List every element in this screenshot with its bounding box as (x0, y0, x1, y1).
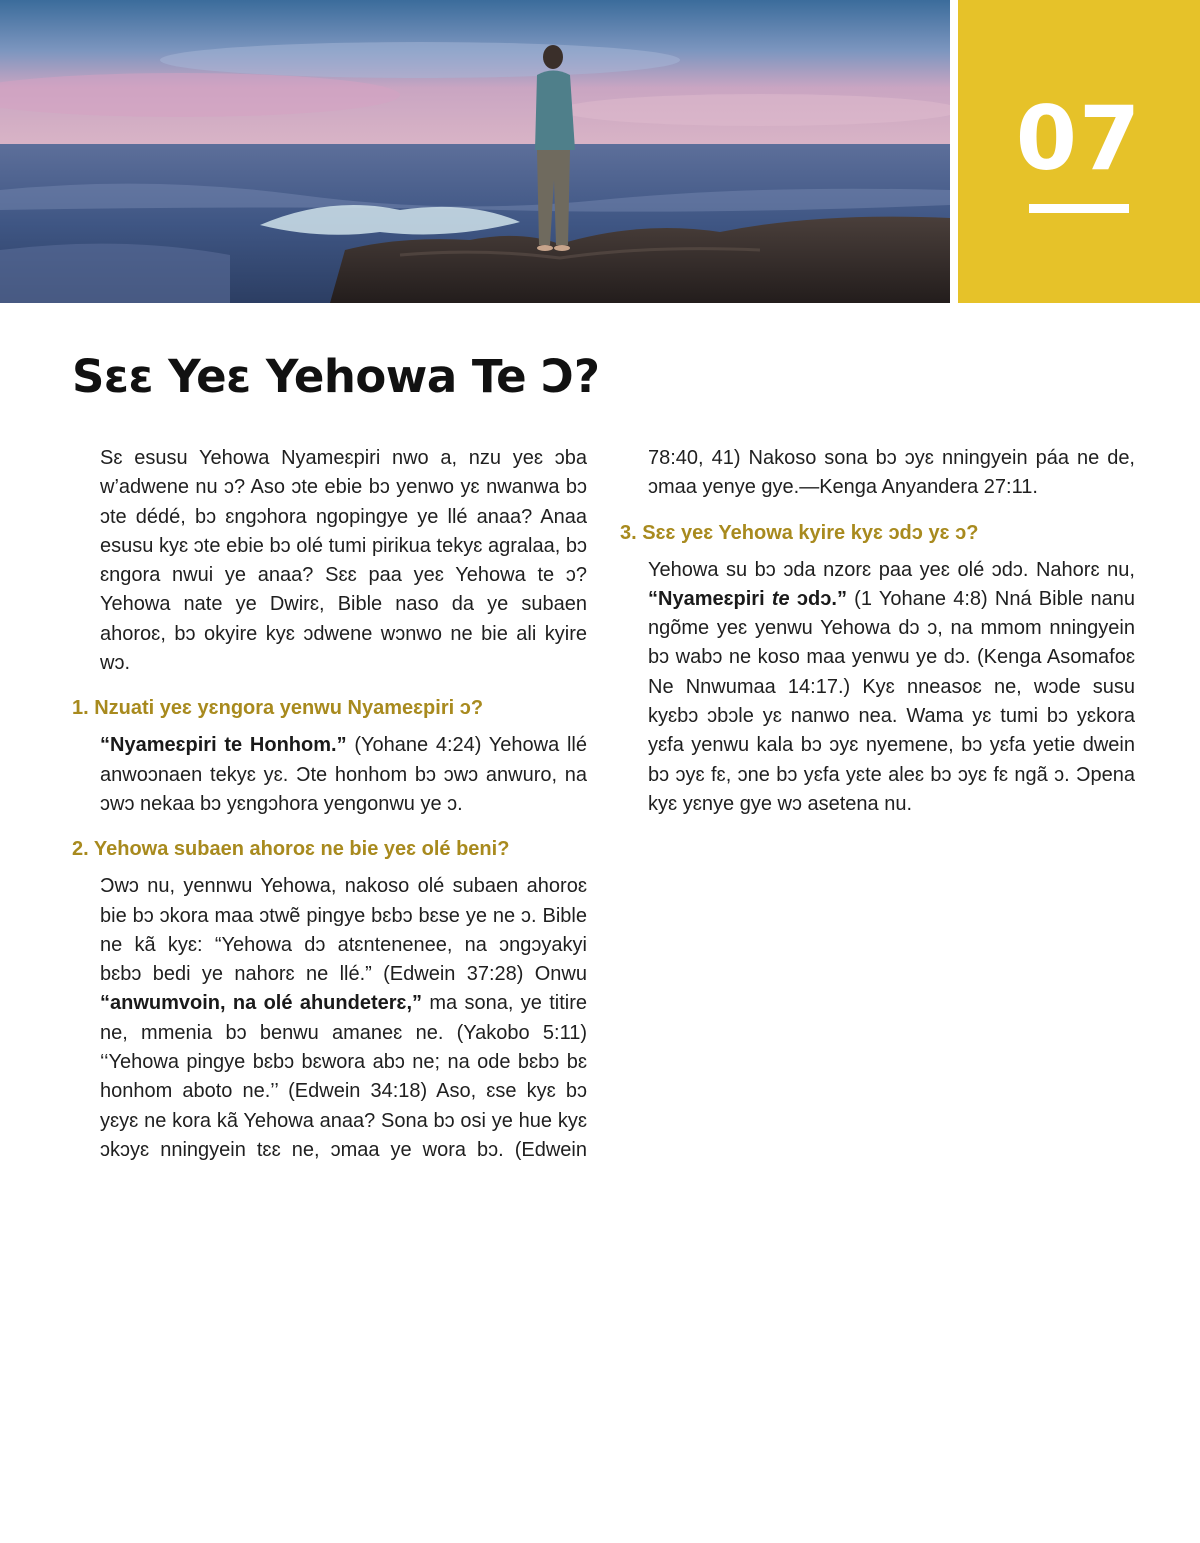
answer-1-paragraph (72, 731, 587, 819)
answer-2-paragraph-continued (620, 444, 1135, 503)
question-3-heading: 3. Sɛɛ yeɛ Yehowa kyire kyɛ ɔdɔ yɛ ɔ? (620, 521, 979, 544)
intro-paragraph: Sɛ esusu Yehowa Nyameɛpiri nwo a, nzu yeɛ ɔba w’adwene nu ɔ? Aso ɔte ebie bɔ yenwo yɛ nwanwa bɔ ɔte dédé, bɔ ɛngɔhora ngopingye ye llé anaa? Anaa esusu kyɛ ɔte ebie bɔ olé tumi pirikua tekyɛ agralaa, bɔ ɛngora nwui ye anaa? Sɛɛ paa yeɛ Yehowa te ɔ? Yehowa nate ye Dwirɛ, Bible naso da ye subaen ahoroɛ, bɔ okyire kyɛ ɔdwene wɔnwo ne bie ali kyire wɔ. (100, 447, 587, 675)
hero-photo (0, 0, 950, 303)
answer-3-bold-quote-a: “Nyameɛpiri (648, 587, 772, 610)
answer-1-bold-quote: “Nyameɛpiri te Honhom.” (100, 734, 347, 757)
left-column (72, 444, 587, 1165)
chapter-underline (1029, 204, 1129, 213)
answer-3-text-a: Yehowa su bɔ ɔda nzorɛ paa yeɛ olé ɔdɔ. Nahorɛ nu, (648, 558, 1135, 581)
answer-3-bold-quote-b: ɔdɔ.” (789, 587, 847, 610)
right-column (620, 444, 1135, 819)
question-2-heading: 2. Yehowa subaen ahoroɛ ne bie yeɛ olé beni? (72, 838, 510, 861)
answer-2-bold-quote: “anwumvoin, na olé ahundeterɛ,” (100, 992, 423, 1015)
answer-1-text: (Yohane 4:24) Yehowa llé anwoɔnaen tekyɛ yɛ. Ɔte honhom bɔ ɔwɔ anwuro, na ɔwɔ nekaa bɔ yɛngɔhora yengonwu ye ɔ. (100, 734, 587, 815)
chapter-badge (958, 0, 1200, 303)
answer-2-paragraph (72, 872, 587, 1165)
answer-3-bold-italic: te (771, 587, 790, 610)
answer-2-text-a: Ɔwɔ nu, yennwu Yehowa, nakoso olé subaen ahoroɛ bie bɔ ɔkora maa ɔtwẽ pingye bɛbɔ bɛse ye ne ɔ. Bible ne kã kyɛ: “Yehowa dɔ atɛntenenee, na ɔngɔyakyi bɛbɔ bedi ye nahorɛ ne llé.” (Edwein 37:28) Onwu (100, 875, 587, 986)
answer-3-paragraph (620, 556, 1135, 820)
question-1-heading: 1. Nzuati yeɛ yɛngora yenwu Nyameɛpiri ɔ? (72, 697, 484, 720)
answer-2-text-continued: 78:40, 41) Nakoso sona bɔ ɔyɛ nningyein páa ne de, ɔmaa yenye gye.—Kenga Anyandera 27:11. (648, 447, 1135, 499)
answer-2-text-b: ma sona, ye titire ne, mmenia bɔ benwu amaneɛ ne. (Yakobo 5:11) ‘‘Yehowa pingye bɛbɔ bɛwora abɔ ne; na ode bɛbɔ bɛ honhom aboto ne.’’ (Edwein 34:18) Aso, ɛse kyɛ bɔ yɛyɛ ne kora kã Yehowa anaa? Sona bɔ osi ye hue kyɛ ɔkɔyɛ nningyein tɛɛ ne, ɔmaa ye wora bɔ. (Edwein (100, 992, 588, 1161)
answer-3-text-b: (1 Yohane 4:8) Nná Bible nanu ngõme yeɛ yenwu Yehowa dɔ ɔ, na mmom nningyein bɔ wabɔ ne koso maa yenwu ye dɔ. (Kenga Asomafoɛ Ne Nnwumaa 14:17.) Kyɛ nneasoɛ ne, wɔde susu kyɛbɔ ɔbɔle yɛ nanwo nea. Wama yɛ tumi bɔ yɛkora yɛfa yenwu kala bɔ ɔyɛ nyemene, bɔ yɛfa yetie dwein bɔ ɔyɛ fɛ, ɔne bɔ yɛfa yɛte aleɛ bɔ ɔyɛ fɛ ngã ɔ. Ɔpena kyɛ yɛnye gye wɔ asetena nu. (648, 587, 1136, 815)
page-title: Sɛɛ Yeɛ Yehowa Te Ɔ? (72, 350, 600, 403)
man-on-seashore-photo (0, 0, 950, 303)
chapter-number: 07 (1015, 87, 1143, 190)
